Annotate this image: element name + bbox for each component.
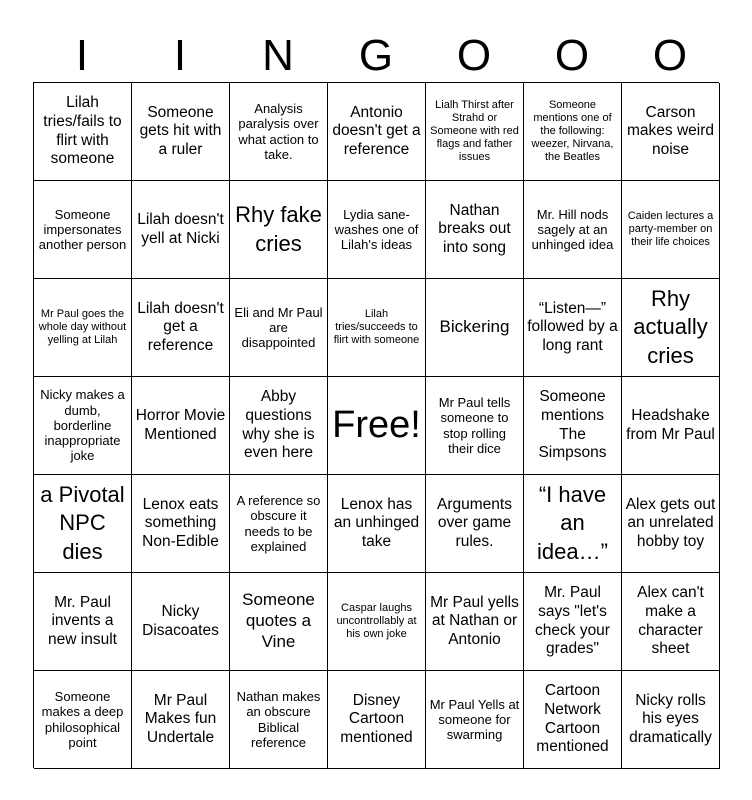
bingo-cell[interactable]: Horror Movie Mentioned [132,377,230,475]
bingo-cell[interactable]: Someone gets hit with a ruler [132,83,230,181]
bingo-cell[interactable]: Lenox eats something Non-Edible [132,475,230,573]
bingo-cell[interactable]: Mr Paul Yells at someone for swarming [426,671,524,769]
bingo-cell[interactable]: Lydia sane-washes one of Lilah's ideas [328,181,426,279]
bingo-cell[interactable]: Carson makes weird noise [622,83,720,181]
header-letter-2: I [173,31,187,80]
bingo-cell[interactable]: Mr. Paul invents a new insult [34,573,132,671]
bingo-cell[interactable]: “I have an idea…” [524,475,622,573]
bingo-cell[interactable]: Headshake from Mr Paul [622,377,720,475]
bingo-cell[interactable]: Mr Paul tells someone to stop rolling their dice [426,377,524,475]
bingo-cell[interactable]: Abby questions why she is even here [230,377,328,475]
bingo-cell[interactable]: “Listen—” followed by a long rant [524,279,622,377]
bingo-cell[interactable]: Lilah tries/succeeds to flirt with someone [328,279,426,377]
bingo-cell[interactable]: Someone mentions one of the following: weezer, Nirvana, the Beatles [524,83,622,181]
bingo-cell[interactable]: Mr. Hill nods sagely at an unhinged idea [524,181,622,279]
bingo-cell[interactable]: Nathan breaks out into song [426,181,524,279]
bingo-cell[interactable]: Mr. Paul says "let's check your grades" [524,573,622,671]
header-letter-3: N [262,31,294,80]
bingo-cell[interactable]: Nathan makes an obscure Biblical reference [230,671,328,769]
bingo-cell[interactable]: Mr Paul yells at Nathan or Antonio [426,573,524,671]
bingo-cell[interactable]: Someone quotes a Vine [230,573,328,671]
bingo-cell[interactable]: Arguments over game rules. [426,475,524,573]
bingo-cell[interactable]: Mr Paul goes the whole day without yelling at Lilah [34,279,132,377]
header-letter-7: O [652,31,688,80]
bingo-cell[interactable]: Caiden lectures a party-member on their life choices [622,181,720,279]
bingo-cell[interactable]: Caspar laughs uncontrollably at his own joke [328,573,426,671]
bingo-cell[interactable]: Alex can't make a character sheet [622,573,720,671]
bingo-cell[interactable]: Eli and Mr Paul are disappointed [230,279,328,377]
bingo-board [33,82,719,768]
bingo-cell[interactable]: Someone makes a deep philosophical point [34,671,132,769]
bingo-cell[interactable]: Lialh Thirst after Strahd or Someone with red flags and father issues [426,83,524,181]
bingo-cell[interactable]: Someone mentions The Simpsons [524,377,622,475]
bingo-cell[interactable]: Nicky Disacoates [132,573,230,671]
header-letter-1: I [75,31,89,80]
bingo-cell[interactable]: a Pivotal NPC dies [34,475,132,573]
bingo-cell[interactable]: Nicky rolls his eyes dramatically [622,671,720,769]
bingo-cell[interactable]: Someone impersonates another person [34,181,132,279]
bingo-cell[interactable]: Analysis paralysis over what action to take. [230,83,328,181]
bingo-cell[interactable]: Lilah tries/fails to flirt with someone [34,83,132,181]
bingo-cell[interactable]: Bickering [426,279,524,377]
header-letter-6: O [554,31,590,80]
bingo-cell[interactable]: Rhy fake cries [230,181,328,279]
bingo-cell[interactable]: Cartoon Network Cartoon mentioned [524,671,622,769]
bingo-cell[interactable]: Alex gets out an unrelated hobby toy [622,475,720,573]
bingo-cell[interactable]: Mr Paul Makes fun Undertale [132,671,230,769]
bingo-header [33,30,719,82]
bingo-cell[interactable]: Antonio doesn't get a reference [328,83,426,181]
bingo-cell[interactable]: Disney Cartoon mentioned [328,671,426,769]
bingo-cell[interactable]: Nicky makes a dumb, borderline inappropriate joke [34,377,132,475]
bingo-cell[interactable]: A reference so obscure it needs to be explained [230,475,328,573]
bingo-cell[interactable]: Lilah doesn't yell at Nicki [132,181,230,279]
header-letter-4: G [358,31,394,80]
free-space[interactable]: Free! [328,377,426,475]
bingo-cell[interactable]: Rhy actually cries [622,279,720,377]
bingo-cell[interactable]: Lenox has an unhinged take [328,475,426,573]
bingo-cell[interactable]: Lilah doesn't get a reference [132,279,230,377]
header-letter-5: O [456,31,492,80]
